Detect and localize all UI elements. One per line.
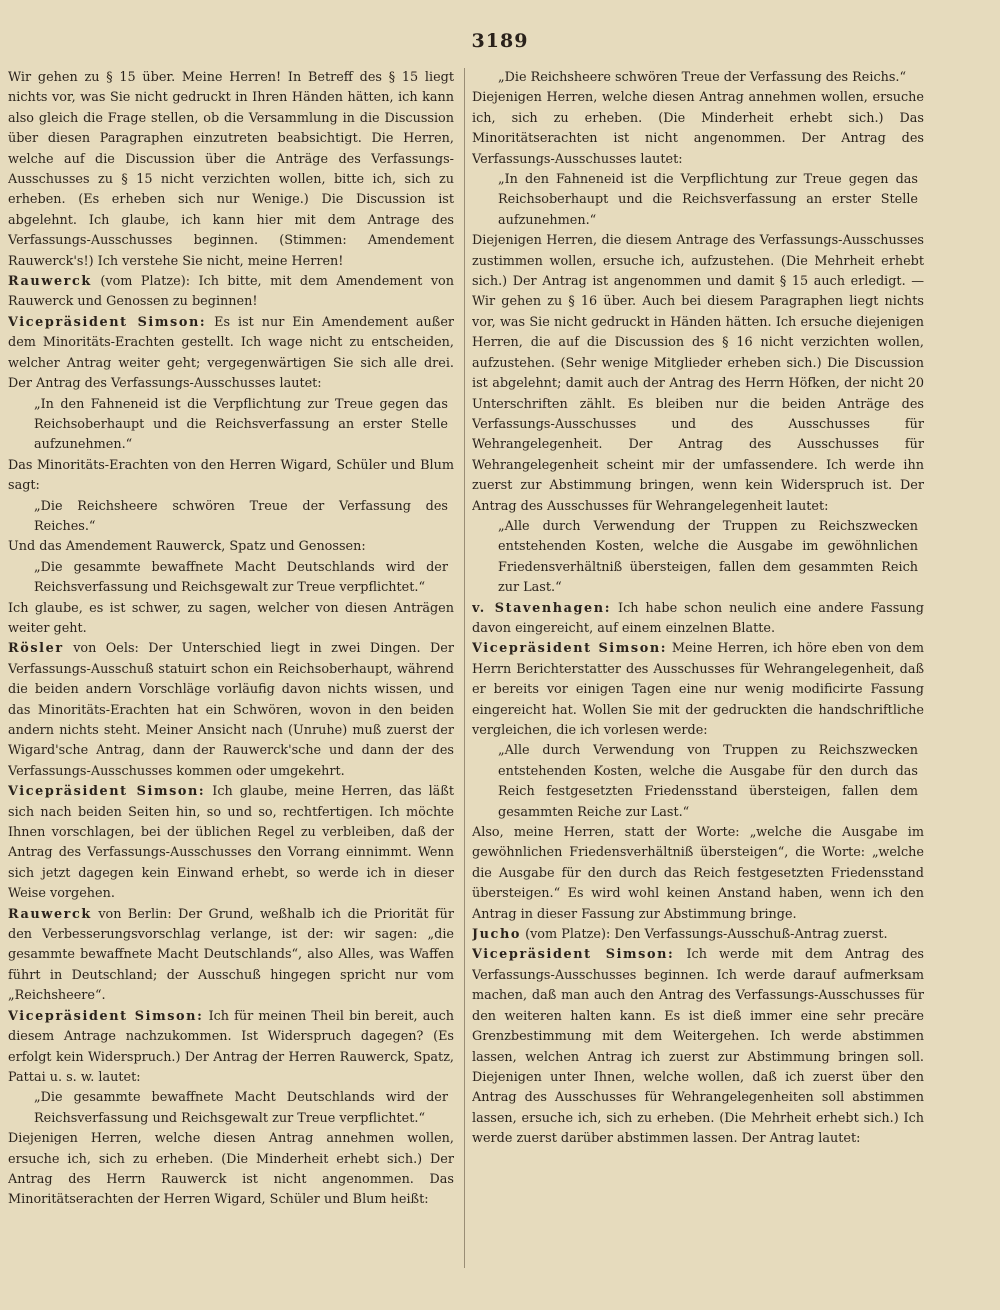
paragraph	[8, 639, 454, 782]
paragraph-text: Und das Amendement Rauwerck, Spatz und Genossen:	[8, 539, 366, 555]
paragraph-text: Also, meine Herren, statt der Worte: „welche die Ausgabe im gewöhnlichen Friedensverhältniß übersteigen“, die Worte: „welche die Ausgabe für den durch das Reich festgesetzten Friedensstand übersteigen.“ Es wird wohl keinen Anstand haben, wenn ich den Antrag in dieser Fassung zur Abstimmung bringe.	[472, 825, 924, 922]
paragraph-text: „In den Fahneneid ist die Verpflichtung zur Treue gegen das Reichsoberhaupt und die Reichsverfassung an erster Stelle aufzunehmen.“	[34, 396, 448, 453]
paragraph	[472, 88, 924, 170]
paragraph-text: Diejenigen Herren, die diesem Antrage des Verfassungs-Ausschusses zustimmen wollen, ersuche ich, aufzustehen. (Die Mehrheit erhebt sich.) Der Antrag ist angenommen und damit § 15 auch erledigt. — Wir gehen zu § 16 über. Auch bei diesem Paragraphen liegt nichts vor, was Sie nicht gedruckt in Händen hätten. Ich ersuche diejenigen Herren, die auf die Discussion des § 16 nicht verzichten wollen, aufzustehen. (Sehr wenige Mitglieder erheben sich.) Die Discussion ist abgelehnt; damit auch der Antrag des Herrn Höfken, der nicht 20 Unterschriften zählt. Es bleiben nur die beiden Anträge des Verfassungs-Ausschusses und des Ausschusses für Wehrangelegenheit. Der Antrag des Ausschusses für Wehrangelegenheit scheint mir der umfassendere. Ich werde ihn zuerst zur Abstimmung bringen, wenn kein Widerspruch ist. Der Antrag des Ausschusses für Wehrangelegenheit lautet:	[472, 233, 924, 514]
quoted-motion	[472, 170, 924, 231]
paragraph-text: Diejenigen Herren, welche diesen Antrag annehmen wollen, ersuche ich, sich zu erheben. (Die Minderheit erhebt sich.) Das Minoritätserachten ist nicht angenommen. Der Antrag des Verfassungs-Ausschusses lautet:	[472, 90, 924, 167]
quoted-motion	[8, 558, 454, 599]
paragraph	[8, 1129, 454, 1211]
page-number: 3189	[471, 30, 529, 52]
speaker-name: Vicepräsident Simson:	[8, 784, 206, 800]
paragraph-text: Das Minoritäts-Erachten von den Herren Wigard, Schüler und Blum sagt:	[8, 457, 454, 494]
speaker-name: Rauwerck	[8, 274, 92, 290]
paragraph-text: Ich werde mit dem Antrag des Verfassungs-Ausschusses beginnen. Ich werde darauf aufmerksam machen, daß man auch den Antrag des Verfassungs-Ausschusses für den weiteren halten kann. Es ist dieß immer eine sehr precäre Grenzbestimmung mit dem Weitergehen. Ich werde abstimmen lassen, welchen Antrag ich zuerst zur Abstimmung bringen soll. Diejenigen unter Ihnen, welche wollen, daß ich zuerst über den Antrag des Ausschusses für Wehrangelegenheiten soll abstimmen lassen, ersuche ich, sich zu erheben. (Die Mehrheit erhebt sich.) Ich werde zuerst darüber abstimmen lassen. Der Antrag lautet:	[472, 947, 924, 1147]
quoted-motion	[472, 741, 924, 823]
quoted-motion	[8, 497, 454, 538]
paragraph-text: „Die gesammte bewaffnete Macht Deutschlands wird der Reichsverfassung und Reichsgewalt zur Treue verpflichtet.“	[34, 1090, 448, 1126]
paragraph	[8, 313, 454, 395]
quoted-motion	[8, 1088, 454, 1129]
paragraph	[472, 639, 924, 741]
speaker-name: Vicepräsident Simson:	[8, 314, 207, 330]
speaker-name: Rauwerck	[8, 906, 92, 922]
quoted-motion	[472, 68, 924, 88]
paragraph	[8, 905, 454, 1007]
paragraph-text: (vom Platze): Den Verfassungs-Ausschuß-Antrag zuerst.	[525, 927, 888, 943]
paragraph	[472, 945, 924, 1149]
speaker-name: Vicepräsident Simson:	[472, 947, 675, 963]
speaker-name: Vicepräsident Simson:	[472, 641, 668, 657]
paragraph-text: „Die Reichsheere schwören Treue der Verfassung des Reichs.“	[498, 70, 907, 85]
paragraph-text: „Die gesammte bewaffnete Macht Deutschlands wird der Reichsverfassung und Reichsgewalt zur Treue verpflichtet.“	[34, 559, 448, 596]
paragraph	[472, 823, 924, 925]
paragraph-text: „Die Reichsheere schwören Treue der Verfassung des Reiches.“	[34, 498, 448, 534]
paragraph-text: Meine Herren, ich höre eben von dem Herrn Berichterstatter des Ausschusses für Wehrangelegenheit, daß er bereits vor einigen Tagen eine nur wenig modificirte Fassung eingereicht hat. Wollen Sie mit der gedruckten die handschriftliche vergleichen, die ich vorlesen werde:	[472, 641, 924, 738]
paragraph-text: von Oels: Der Unterschied liegt in zwei Dingen. Der Verfassungs-Ausschuß statuirt schon ein Reichsoberhaupt, während die beiden andern Vorschläge vorläufig davon nichts wissen, und das Minoritäts-Erachten hat ein Schwören, wovon in den beiden andern nichts steht. Meiner Ansicht nach (Unruhe) muß zuerst der Wigard'sche Antrag, dann der Rauwerck'sche und dann der des Verfassungs-Ausschusses kommen oder umgekehrt.	[8, 641, 454, 779]
quoted-motion	[472, 517, 924, 599]
paragraph	[8, 68, 454, 272]
paragraph-text: (vom Platze): Ich bitte, mit dem Amendement von Rauwerck und Genossen zu beginnen!	[8, 274, 454, 310]
paragraph	[8, 272, 454, 313]
paragraph-text: von Berlin: Der Grund, weßhalb ich die Priorität für den Verbesserungsvorschlag verlange, ist der: wir sagen: „die gesammte bewaffnete Macht Deutschlands“, also Alles, was Waffen führt in Deutschland; der Ausschuß hingegen spricht nur vom „Reichsheere“.	[8, 906, 454, 1004]
paragraph-text: Es ist nur Ein Amendement außer dem Minoritäts-Erachten gestellt. Ich wage nicht zu entscheiden, welcher Antrag weiter geht; vergegenwärtigen Sie sich alle drei. Der Antrag des Verfassungs-Ausschusses lautet:	[8, 314, 454, 392]
paragraph-text: „Alle durch Verwendung der Truppen zu Reichszwecken entstehenden Kosten, welche die Ausgabe im gewöhnlichen Friedensverhältniß übersteigen, fallen dem gesammten Reich zur Last.“	[498, 518, 918, 596]
speaker-name: Jucho	[472, 927, 521, 943]
paragraph	[8, 456, 454, 497]
paragraph	[472, 925, 924, 945]
paragraph-text: Diejenigen Herren, welche diesen Antrag annehmen wollen, ersuche ich, sich zu erheben. (Die Minderheit erhebt sich.) Der Antrag des Herrn Rauwerck ist nicht angenommen. Das Minoritätserachten der Herren Wigard, Schüler und Blum heißt:	[8, 1131, 454, 1208]
paragraph	[8, 599, 454, 640]
paragraph-text: Ich glaube, es ist schwer, zu sagen, welcher von diesen Anträgen weiter geht.	[8, 600, 454, 636]
paragraph	[8, 1007, 454, 1089]
speaker-name: Rösler	[8, 641, 64, 657]
paragraph-text: Wir gehen zu § 15 über. Meine Herren! In Betreff des § 15 liegt nichts vor, was Sie nicht gedruckt in Ihren Händen hätten, ich kann also gleich die Frage stellen, ob die Versammlung in die Discussion über diesen Paragraphen einzutreten beabsichtigt. Die Herren, welche auf die Discussion über die Anträge des Verfassungs-Ausschusses zu § 15 nicht verzichten wollen, bitte ich, sich zu erheben. (Es erheben sich nur Wenige.) Die Discussion ist abgelehnt. Ich glaube, ich kann hier mit dem Antrage des Verfassungs-Ausschusses beginnen. (Stimmen: Amendement Rauwerck's!) Ich verstehe Sie nicht, meine Herren!	[8, 70, 454, 269]
paragraph-text: Ich habe schon neulich eine andere Fassung davon eingereicht, auf einem einzelnen Blatte.	[472, 600, 924, 636]
paragraph	[8, 782, 454, 904]
paragraph-text: Ich glaube, meine Herren, das läßt sich nach beiden Seiten hin, so und so, rechtfertigen. Ich möchte Ihnen vorschlagen, bei der üblichen Regel zu verbleiben, daß der Antrag des Verfassungs-Ausschusses den Vorrang einnimmt. Wenn sich jetzt dagegen kein Einwand erhebt, so werde ich in dieser Weise vorgehen.	[8, 784, 454, 902]
quoted-motion	[8, 395, 454, 456]
paragraph-text: „Alle durch Verwendung von Truppen zu Reichszwecken entstehenden Kosten, welche die Ausgabe für den durch das Reich festgesetzten Friedensstand übersteigen, fallen dem gesammten Reiche zur Last.“	[498, 743, 918, 820]
paragraph	[8, 537, 454, 557]
paragraph-text: Ich für meinen Theil bin bereit, auch diesem Antrage nachzukommen. Ist Widerspruch dagegen? (Es erfolgt kein Widerspruch.) Der Antrag der Herren Rauwerck, Spatz, Pattai u. s. w. lautet:	[8, 1008, 454, 1085]
speaker-name: Vicepräsident Simson:	[8, 1008, 204, 1024]
speaker-name: v. Stavenhagen:	[472, 600, 612, 616]
column-divider	[464, 68, 465, 1268]
paragraph	[472, 231, 924, 517]
right-column	[472, 68, 924, 1278]
left-column	[8, 68, 454, 1278]
paragraph-text: „In den Fahneneid ist die Verpflichtung zur Treue gegen das Reichsoberhaupt und die Reichsverfassung an erster Stelle aufzunehmen.“	[498, 172, 918, 228]
paragraph	[472, 599, 924, 640]
